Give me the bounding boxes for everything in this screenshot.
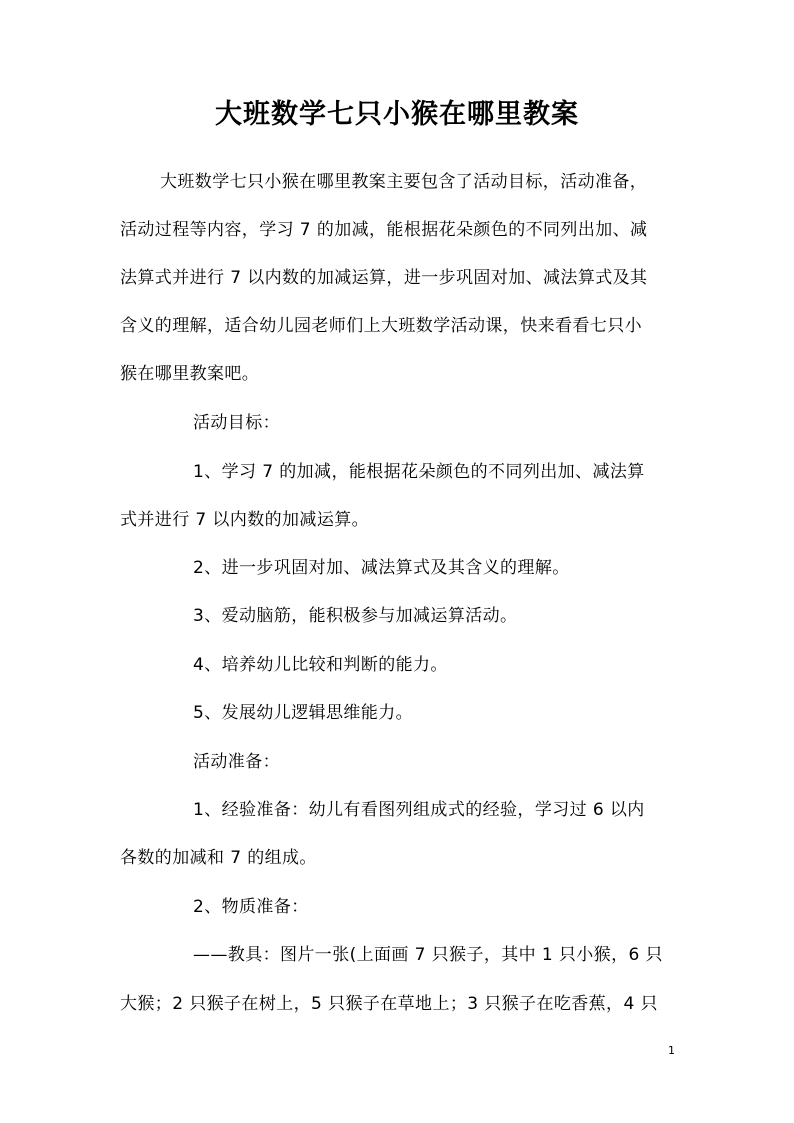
section-heading-goals: 活动目标：: [193, 413, 280, 433]
paragraph-line: 法算式并进行 7 以内数的加减运算，进一步巩固对加、减法算式及其: [120, 268, 648, 288]
page-number: 1: [668, 1044, 675, 1057]
section-heading-preparation: 活动准备：: [193, 752, 280, 772]
paragraph-line: 活动过程等内容，学习 7 的加减，能根据花朵颜色的不同列出加、减: [120, 220, 648, 240]
document-title: 大班数学七只小猴在哪里教案: [215, 99, 579, 130]
goal-item-3: 3、爱动脑筋，能积极参与加减运算活动。: [193, 606, 518, 626]
goal-item-4: 4、培养幼儿比较和判断的能力。: [193, 655, 448, 675]
preparation-item-2: 2、物质准备：: [193, 897, 309, 917]
goal-item-2: 2、进一步巩固对加、减法算式及其含义的理解。: [193, 558, 570, 578]
goal-item-5: 5、发展幼儿逻辑思维能力。: [193, 703, 414, 723]
teaching-aid-line: ——教具：图片一张(上面画 7 只猴子，其中 1 只小猴，6 只: [193, 945, 663, 965]
preparation-item-1: 1、经验准备：幼儿有看图列组成式的经验，学习过 6 以内: [193, 800, 645, 820]
paragraph-line: 猴在哪里教案吧。: [120, 364, 260, 384]
goal-item-1: 1、学习 7 的加减，能根据花朵颜色的不同列出加、减法算: [193, 462, 645, 482]
preparation-item-1-continued: 各数的加减和 7 的组成。: [120, 848, 317, 868]
paragraph-line: 含义的理解，适合幼儿园老师们上大班数学活动课，快来看看七只小: [120, 316, 642, 336]
paragraph-line: 大班数学七只小猴在哪里教案主要包含了活动目标，活动准备，: [160, 172, 648, 192]
goal-item-1-continued: 式并进行 7 以内数的加减运算。: [120, 510, 370, 530]
teaching-aid-line-continued: 大猴；2 只猴子在树上，5 只猴子在草地上；3 只猴子在吃香蕉，4 只: [120, 994, 658, 1014]
